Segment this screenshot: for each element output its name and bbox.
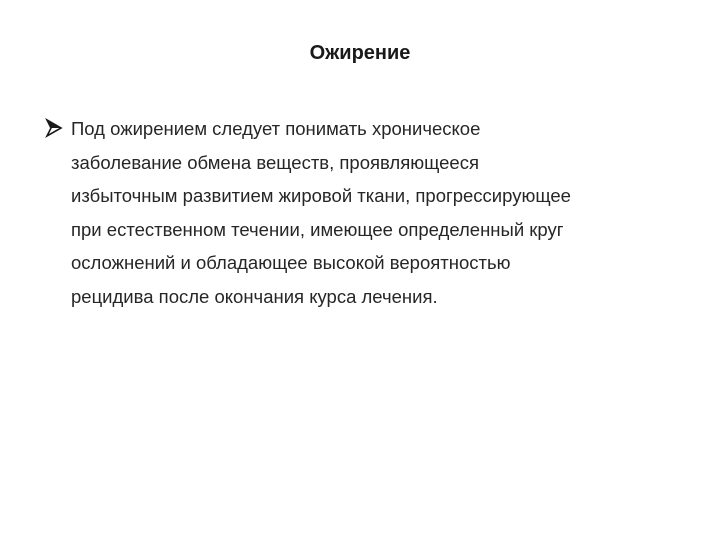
bullet-line: при естественном течении, имеющее определенный круг [71, 218, 564, 240]
bullet-line: Под ожирением следует понимать хроническое [71, 118, 481, 139]
slide-title: Ожирение [309, 42, 411, 64]
bullet-item [44, 112, 664, 314]
bullet-line: заболевание обмена веществ, проявляющееся [71, 151, 479, 173]
bullet-text [71, 112, 661, 314]
bullet-line: избыточным развитием жировой ткани, прогрессирующее [71, 185, 571, 207]
bullet-line: осложнений и обладающее высокой вероятностью [71, 252, 511, 274]
arrowhead-bullet-icon [44, 118, 64, 138]
bullet-line: рецидива после окончания курса лечения. [71, 285, 438, 307]
